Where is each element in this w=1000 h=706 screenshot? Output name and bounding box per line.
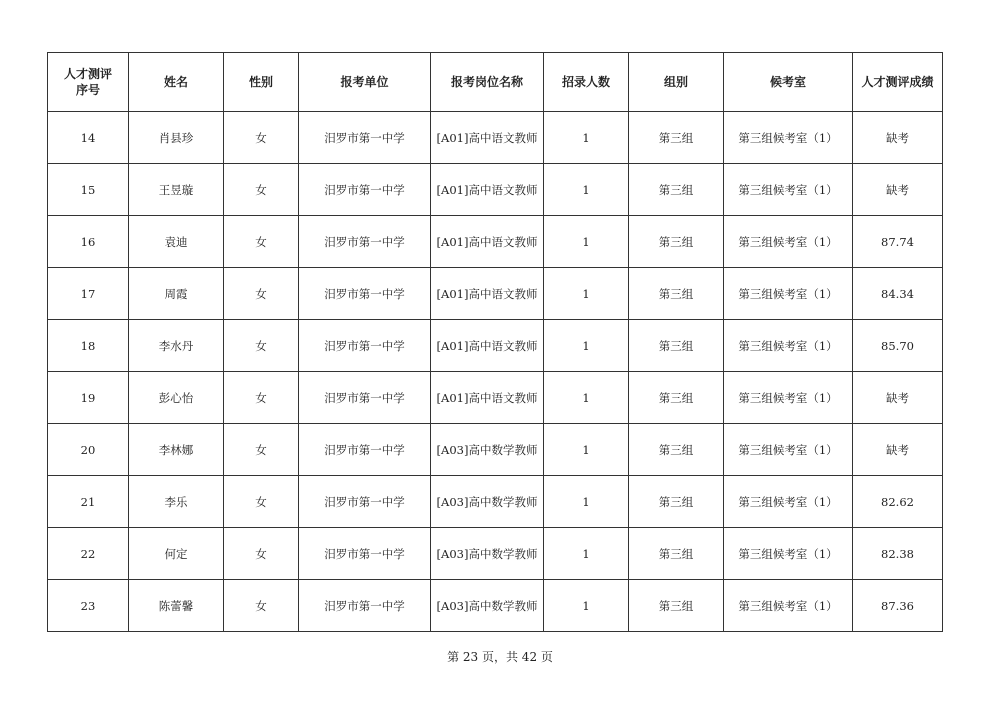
header-room	[724, 53, 853, 112]
cell-score: 82.38	[853, 528, 943, 580]
cell-unit: 汨罗市第一中学	[299, 320, 431, 372]
cell-quota: 1	[544, 476, 629, 528]
cell-score: 85.70	[853, 320, 943, 372]
cell-post: [A01]高中语文教师	[431, 112, 544, 164]
cell-room: 第三组候考室（1）	[724, 372, 853, 424]
cell-name: 袁迪	[129, 216, 224, 268]
header-seq-line: 序号	[75, 83, 100, 97]
cell-room: 第三组候考室（1）	[724, 112, 853, 164]
cell-post: [A03]高中数学教师	[431, 424, 544, 476]
cell-gender: 女	[224, 424, 299, 476]
cell-group: 第三组	[629, 528, 724, 580]
results-table	[47, 52, 943, 632]
cell-gender: 女	[224, 112, 299, 164]
header-row	[48, 53, 943, 112]
cell-room: 第三组候考室（1）	[724, 476, 853, 528]
cell-unit: 汨罗市第一中学	[299, 528, 431, 580]
page-number: 第 23 页，共 42 页	[447, 650, 553, 664]
cell-room: 第三组候考室（1）	[724, 268, 853, 320]
cell-room: 第三组候考室（1）	[724, 528, 853, 580]
cell-group: 第三组	[629, 268, 724, 320]
cell-quota: 1	[544, 112, 629, 164]
cell-group: 第三组	[629, 164, 724, 216]
header-seq-line: 人才测评	[63, 67, 112, 81]
cell-unit: 汨罗市第一中学	[299, 372, 431, 424]
table-row	[48, 268, 943, 320]
cell-score: 缺考	[853, 372, 943, 424]
cell-room: 第三组候考室（1）	[724, 580, 853, 632]
cell-gender: 女	[224, 580, 299, 632]
cell-seq: 16	[48, 216, 129, 268]
table-header	[48, 53, 943, 112]
table-row	[48, 372, 943, 424]
cell-unit: 汨罗市第一中学	[299, 164, 431, 216]
cell-name: 肖县珍	[129, 112, 224, 164]
table-row	[48, 216, 943, 268]
cell-group: 第三组	[629, 372, 724, 424]
cell-post: [A01]高中语文教师	[431, 320, 544, 372]
cell-score: 84.34	[853, 268, 943, 320]
cell-unit: 汨罗市第一中学	[299, 424, 431, 476]
header-group	[629, 53, 724, 112]
cell-gender: 女	[224, 216, 299, 268]
cell-post: [A01]高中语文教师	[431, 164, 544, 216]
cell-post: [A01]高中语文教师	[431, 216, 544, 268]
header-seq	[48, 53, 129, 112]
table-row	[48, 580, 943, 632]
cell-name: 陈蕾馨	[129, 580, 224, 632]
cell-gender: 女	[224, 164, 299, 216]
cell-gender: 女	[224, 320, 299, 372]
cell-name: 何定	[129, 528, 224, 580]
cell-name: 李水丹	[129, 320, 224, 372]
cell-quota: 1	[544, 424, 629, 476]
cell-group: 第三组	[629, 424, 724, 476]
header-quota	[544, 53, 629, 112]
cell-quota: 1	[544, 320, 629, 372]
header-score	[853, 53, 943, 112]
cell-score: 缺考	[853, 424, 943, 476]
cell-post: [A03]高中数学教师	[431, 528, 544, 580]
header-quota-line: 招录人数	[561, 75, 610, 89]
cell-unit: 汨罗市第一中学	[299, 268, 431, 320]
header-room-line: 候考室	[769, 75, 806, 89]
cell-post: [A01]高中语文教师	[431, 372, 544, 424]
header-score-line: 人才测评成绩	[861, 75, 934, 89]
cell-unit: 汨罗市第一中学	[299, 476, 431, 528]
cell-score: 缺考	[853, 112, 943, 164]
cell-score: 87.74	[853, 216, 943, 268]
cell-seq: 17	[48, 268, 129, 320]
header-unit-line: 报考单位	[340, 75, 389, 89]
cell-name: 彭心怡	[129, 372, 224, 424]
cell-post: [A03]高中数学教师	[431, 580, 544, 632]
cell-room: 第三组候考室（1）	[724, 424, 853, 476]
cell-unit: 汨罗市第一中学	[299, 216, 431, 268]
cell-score: 82.62	[853, 476, 943, 528]
table-body	[48, 112, 943, 632]
cell-quota: 1	[544, 528, 629, 580]
cell-gender: 女	[224, 268, 299, 320]
table-row	[48, 424, 943, 476]
header-post-line: 报考岗位名称	[450, 75, 523, 89]
header-post	[431, 53, 544, 112]
cell-group: 第三组	[629, 112, 724, 164]
cell-gender: 女	[224, 528, 299, 580]
cell-score: 缺考	[853, 164, 943, 216]
table-row	[48, 164, 943, 216]
cell-unit: 汨罗市第一中学	[299, 580, 431, 632]
cell-quota: 1	[544, 216, 629, 268]
header-gender-line: 性别	[248, 75, 273, 89]
cell-post: [A03]高中数学教师	[431, 476, 544, 528]
cell-seq: 22	[48, 528, 129, 580]
cell-quota: 1	[544, 268, 629, 320]
cell-unit: 汨罗市第一中学	[299, 112, 431, 164]
header-gender	[224, 53, 299, 112]
cell-gender: 女	[224, 372, 299, 424]
cell-group: 第三组	[629, 476, 724, 528]
header-name-line: 姓名	[163, 75, 188, 89]
table-row	[48, 528, 943, 580]
cell-seq: 23	[48, 580, 129, 632]
cell-group: 第三组	[629, 320, 724, 372]
cell-name: 李林娜	[129, 424, 224, 476]
cell-room: 第三组候考室（1）	[724, 320, 853, 372]
cell-quota: 1	[544, 580, 629, 632]
table-row	[48, 320, 943, 372]
cell-seq: 19	[48, 372, 129, 424]
header-group-line: 组别	[663, 75, 688, 89]
cell-quota: 1	[544, 164, 629, 216]
cell-gender: 女	[224, 476, 299, 528]
cell-name: 李乐	[129, 476, 224, 528]
cell-seq: 18	[48, 320, 129, 372]
cell-post: [A01]高中语文教师	[431, 268, 544, 320]
cell-seq: 14	[48, 112, 129, 164]
cell-group: 第三组	[629, 580, 724, 632]
header-name	[129, 53, 224, 112]
cell-seq: 15	[48, 164, 129, 216]
table-row	[48, 476, 943, 528]
cell-group: 第三组	[629, 216, 724, 268]
table-row	[48, 112, 943, 164]
cell-seq: 21	[48, 476, 129, 528]
cell-quota: 1	[544, 372, 629, 424]
cell-name: 周霞	[129, 268, 224, 320]
cell-seq: 20	[48, 424, 129, 476]
cell-name: 王昱璇	[129, 164, 224, 216]
cell-room: 第三组候考室（1）	[724, 164, 853, 216]
header-unit	[299, 53, 431, 112]
cell-score: 87.36	[853, 580, 943, 632]
cell-room: 第三组候考室（1）	[724, 216, 853, 268]
